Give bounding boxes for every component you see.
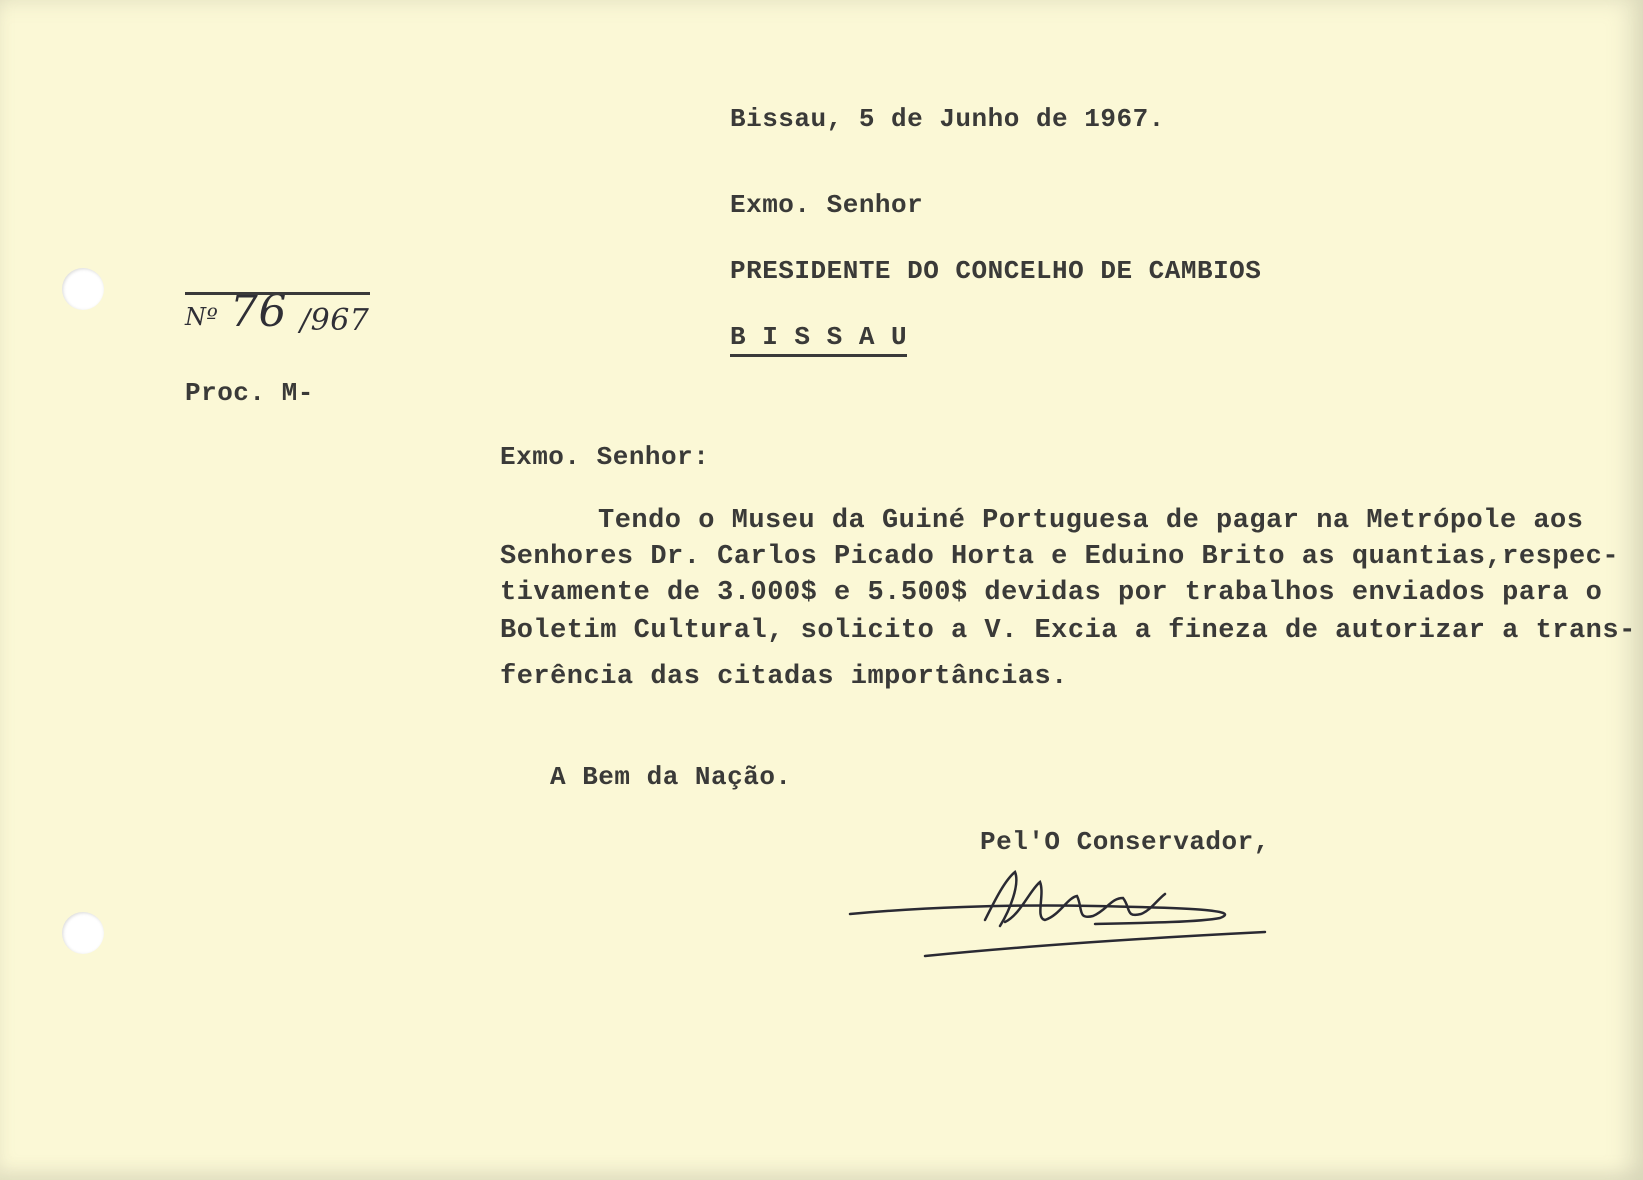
- body-line: tivamente de 3.000$ e 5.500$ devidas por trabalhos enviados para o: [500, 578, 1603, 608]
- salutation-top: Exmo. Senhor: [730, 190, 924, 220]
- handwritten-signature: [845, 860, 1285, 970]
- registration-underline: [185, 292, 370, 295]
- place-date: Bissau, 5 de Junho de 1967.: [730, 104, 1165, 134]
- closing: A Bem da Nação.: [550, 762, 792, 792]
- registration-number-value: 76: [230, 286, 287, 337]
- registration-year: /967: [300, 303, 370, 338]
- body-line: Tendo o Museu da Guiné Portuguesa de pagar na Metrópole aos: [598, 506, 1584, 536]
- number-label: Nº: [185, 303, 219, 331]
- body-line: Senhores Dr. Carlos Picado Horta e Eduino Brito as quantias,respec-: [500, 542, 1620, 572]
- body-line: ferência das citadas importâncias.: [500, 662, 1068, 692]
- letter-salutation: Exmo. Senhor:: [500, 442, 710, 472]
- addressee: PRESIDENTE DO CONCELHO DE CAMBIOS: [730, 256, 1262, 286]
- punch-hole-bottom: [62, 912, 104, 954]
- punch-hole-top: [62, 268, 104, 310]
- city: B I S S A U: [730, 322, 907, 357]
- process-reference: Proc. M-: [185, 378, 314, 408]
- body-line: Boletim Cultural, solicito a V. Excia a fineza de autorizar a trans-: [500, 616, 1636, 646]
- signatory-line: Pel'O Conservador,: [980, 827, 1270, 857]
